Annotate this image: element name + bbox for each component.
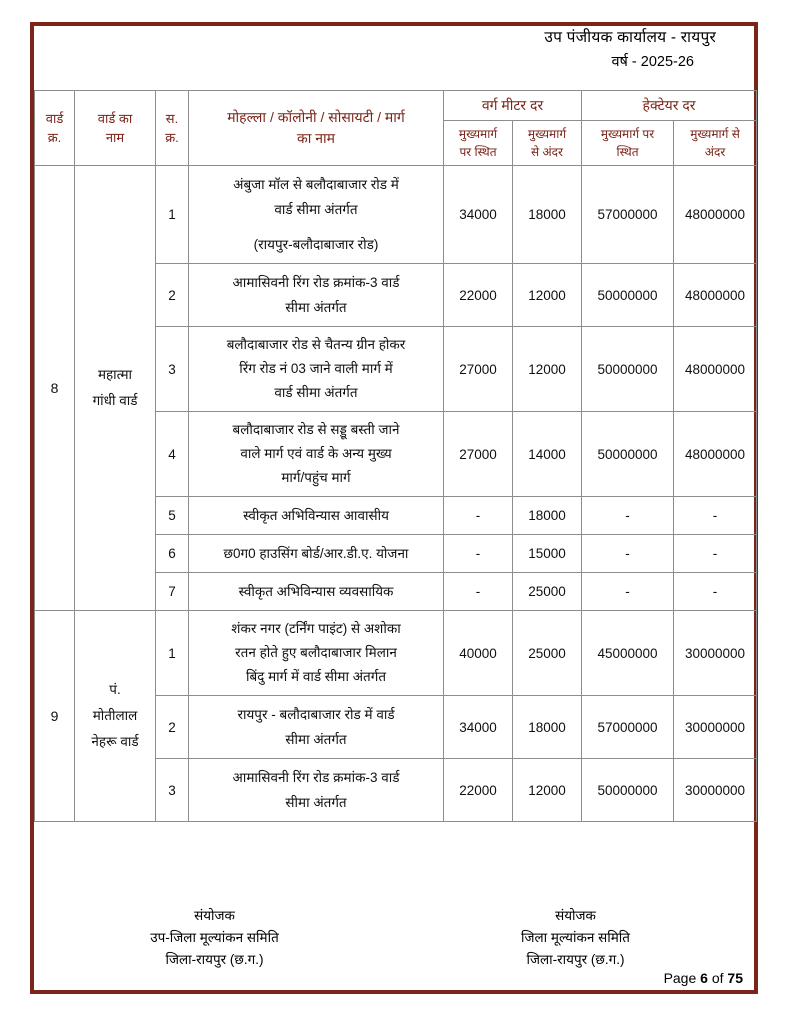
signature-left-line2: उप-जिला मूल्यांकन समिति xyxy=(150,930,279,945)
cell-locality-name xyxy=(189,573,444,611)
cell-locality-line: बलौदाबाजार रोड से सड्डू बस्ती जाने xyxy=(232,422,400,437)
page-number-middle: of xyxy=(707,970,728,986)
cell-serial-number: 5 xyxy=(156,497,189,535)
page-number-prefix: Page xyxy=(663,970,701,986)
cell-sqm-on-main: - xyxy=(444,497,513,535)
cell-serial-number: 1 xyxy=(156,166,189,264)
cell-sqm-on-main: 27000 xyxy=(444,327,513,412)
signature-left-line3: जिला-रायपुर (छ.ग.) xyxy=(165,952,264,967)
cell-locality-line: स्वीकृत अभिविन्यास आवासीय xyxy=(243,508,389,523)
year-line: वर्ष - 2025-26 xyxy=(611,54,694,70)
office-title: उप पंजीयक कार्यालय - रायपुर xyxy=(544,29,716,46)
th-locality-line1: मोहल्ला / कॉलोनी / सोसायटी / मार्ग xyxy=(227,109,405,125)
cell-ward-name-line: गांधी वार्ड xyxy=(92,393,138,408)
cell-locality-name xyxy=(189,327,444,412)
th-ward-no xyxy=(35,91,75,166)
th-ward-no-line2: क्र. xyxy=(47,130,62,145)
th-serial-no-line1: स. xyxy=(165,111,179,126)
cell-locality-line: बलौदाबाजार रोड से चैतन्य ग्रीन होकर xyxy=(226,337,406,352)
cell-hectare-inside: 48000000 xyxy=(674,166,757,264)
page-number-total: 75 xyxy=(727,970,743,986)
cell-hectare-on-main: - xyxy=(582,535,674,573)
cell-locality-name xyxy=(189,759,444,822)
cell-hectare-inside: - xyxy=(674,573,757,611)
table-row xyxy=(35,611,757,696)
cell-sqm-on-main: 22000 xyxy=(444,759,513,822)
cell-hectare-inside: - xyxy=(674,535,757,573)
cell-hectare-on-main: 45000000 xyxy=(582,611,674,696)
th-group-sqm: वर्ग मीटर दर xyxy=(444,91,582,121)
cell-sqm-inside: 14000 xyxy=(513,412,582,497)
page-number xyxy=(664,970,743,986)
table-header xyxy=(35,91,757,166)
cell-serial-number: 7 xyxy=(156,573,189,611)
th-serial-no-line2: क्र. xyxy=(165,130,179,145)
th-ward-no-line1: वार्ड xyxy=(45,111,64,126)
th-sqm-on-main xyxy=(444,121,513,166)
cell-serial-number: 3 xyxy=(156,759,189,822)
cell-locality-line: छ0ग0 हाउसिंग बोर्ड/आर.डी.ए. योजना xyxy=(223,546,409,561)
cell-hectare-on-main: 50000000 xyxy=(582,327,674,412)
th-sqm-inside-line1: मुख्यमार्ग xyxy=(527,127,567,141)
th-serial-no xyxy=(156,91,189,166)
cell-locality-line: वाले मार्ग एवं वार्ड के अन्य मुख्य xyxy=(240,446,392,461)
rate-table xyxy=(34,90,757,822)
cell-locality-line: सीमा अंतर्गत xyxy=(285,732,347,747)
cell-hectare-inside: 30000000 xyxy=(674,696,757,759)
table-body xyxy=(35,166,757,822)
cell-locality-name xyxy=(189,497,444,535)
cell-hectare-on-main: 57000000 xyxy=(582,696,674,759)
cell-sqm-on-main: - xyxy=(444,573,513,611)
cell-locality-line: स्वीकृत अभिविन्यास व्यवसायिक xyxy=(238,584,394,599)
th-hect-inside-line1: मुख्यमार्ग से xyxy=(690,127,740,141)
cell-sqm-inside: 18000 xyxy=(513,497,582,535)
cell-ward-number: 8 xyxy=(35,166,75,611)
signature-right-line1: संयोजक xyxy=(555,908,596,923)
cell-hectare-on-main: - xyxy=(582,573,674,611)
cell-locality-name xyxy=(189,412,444,497)
cell-locality-line: आमासिवनी रिंग रोड क्रमांक-3 वार्ड xyxy=(232,275,400,290)
cell-locality-name xyxy=(189,264,444,327)
cell-hectare-inside: 48000000 xyxy=(674,327,757,412)
cell-hectare-on-main: - xyxy=(582,497,674,535)
th-hect-on-main xyxy=(582,121,674,166)
cell-sqm-inside: 18000 xyxy=(513,696,582,759)
th-sqm-inside xyxy=(513,121,582,166)
th-hect-on-main-line2: स्थित xyxy=(616,145,639,159)
th-ward-name xyxy=(75,91,156,166)
cell-locality-note: (रायपुर-बलौदाबाजार रोड) xyxy=(253,237,379,252)
cell-locality-line: सीमा अंतर्गत xyxy=(285,795,347,810)
cell-ward-name-line: पं. xyxy=(109,682,121,697)
cell-hectare-inside: 48000000 xyxy=(674,264,757,327)
th-locality xyxy=(189,91,444,166)
cell-locality-name xyxy=(189,611,444,696)
document-header xyxy=(34,26,754,74)
th-ward-name-line1: वार्ड का xyxy=(97,111,133,126)
cell-locality-spacer xyxy=(195,222,437,232)
cell-serial-number: 2 xyxy=(156,696,189,759)
table-row xyxy=(35,166,757,264)
signature-left xyxy=(34,905,395,971)
signature-left-line1: संयोजक xyxy=(194,908,235,923)
cell-locality-name xyxy=(189,166,444,264)
table-header-row-1 xyxy=(35,91,757,121)
cell-sqm-inside: 12000 xyxy=(513,264,582,327)
cell-locality-line: रिंग रोड नं 03 जाने वाली मार्ग में xyxy=(239,361,393,376)
cell-locality-line: वार्ड सीमा अंतर्गत xyxy=(274,202,358,217)
cell-hectare-inside: - xyxy=(674,497,757,535)
cell-sqm-on-main: 40000 xyxy=(444,611,513,696)
cell-ward-name-line: नेहरू वार्ड xyxy=(91,734,139,749)
page-number-current: 6 xyxy=(700,970,708,986)
cell-sqm-on-main: - xyxy=(444,535,513,573)
cell-hectare-on-main: 50000000 xyxy=(582,412,674,497)
cell-locality-line: वार्ड सीमा अंतर्गत xyxy=(274,385,358,400)
cell-sqm-inside: 12000 xyxy=(513,327,582,412)
cell-sqm-inside: 25000 xyxy=(513,611,582,696)
cell-locality-line: सीमा अंतर्गत xyxy=(285,300,347,315)
cell-locality-line: अंबुजा मॉल से बलौदाबाजार रोड में xyxy=(233,177,399,192)
cell-locality-line: मार्ग/पहुंच मार्ग xyxy=(281,470,351,485)
cell-locality-line: शंकर नगर (टर्निंग पाइंट) से अशोका xyxy=(231,621,401,636)
cell-sqm-on-main: 34000 xyxy=(444,166,513,264)
cell-sqm-inside: 18000 xyxy=(513,166,582,264)
th-locality-line2: का नाम xyxy=(296,130,336,146)
signature-right-line2: जिला मूल्यांकन समिति xyxy=(521,930,630,945)
cell-sqm-inside: 12000 xyxy=(513,759,582,822)
cell-ward-name-line: मोतीलाल xyxy=(92,708,138,723)
cell-locality-name xyxy=(189,535,444,573)
cell-ward-name xyxy=(75,611,156,822)
cell-hectare-inside: 48000000 xyxy=(674,412,757,497)
cell-serial-number: 4 xyxy=(156,412,189,497)
th-sqm-on-main-line2: पर स्थित xyxy=(459,145,497,159)
cell-hectare-on-main: 57000000 xyxy=(582,166,674,264)
th-group-hectare: हेक्टेयर दर xyxy=(582,91,757,121)
cell-ward-name-line: महात्मा xyxy=(97,367,133,382)
th-ward-name-line2: नाम xyxy=(105,130,125,145)
cell-sqm-inside: 15000 xyxy=(513,535,582,573)
signature-right xyxy=(395,905,756,971)
cell-locality-name xyxy=(189,696,444,759)
cell-serial-number: 1 xyxy=(156,611,189,696)
cell-locality-line: रायपुर - बलौदाबाजार रोड में वार्ड xyxy=(237,707,395,722)
cell-hectare-on-main: 50000000 xyxy=(582,264,674,327)
cell-locality-line: आमासिवनी रिंग रोड क्रमांक-3 वार्ड xyxy=(232,770,400,785)
cell-hectare-on-main: 50000000 xyxy=(582,759,674,822)
cell-ward-name xyxy=(75,166,156,611)
th-hect-on-main-line1: मुख्यमार्ग पर xyxy=(600,127,655,141)
cell-locality-line: बिंदु मार्ग में वार्ड सीमा अंतर्गत xyxy=(245,669,387,684)
signature-right-line3: जिला-रायपुर (छ.ग.) xyxy=(526,952,625,967)
cell-hectare-inside: 30000000 xyxy=(674,759,757,822)
th-sqm-on-main-line1: मुख्यमार्ग xyxy=(458,127,498,141)
th-hect-inside-line2: अंदर xyxy=(704,145,726,159)
cell-sqm-on-main: 27000 xyxy=(444,412,513,497)
th-sqm-inside-line2: से अंदर xyxy=(531,145,563,159)
cell-serial-number: 3 xyxy=(156,327,189,412)
cell-serial-number: 6 xyxy=(156,535,189,573)
cell-hectare-inside: 30000000 xyxy=(674,611,757,696)
cell-sqm-inside: 25000 xyxy=(513,573,582,611)
cell-sqm-on-main: 34000 xyxy=(444,696,513,759)
th-hect-inside xyxy=(674,121,757,166)
cell-ward-number: 9 xyxy=(35,611,75,822)
cell-sqm-on-main: 22000 xyxy=(444,264,513,327)
signature-block xyxy=(34,905,756,971)
cell-serial-number: 2 xyxy=(156,264,189,327)
cell-locality-line: रतन होते हुए बलौदाबाजार मिलान xyxy=(235,645,397,660)
